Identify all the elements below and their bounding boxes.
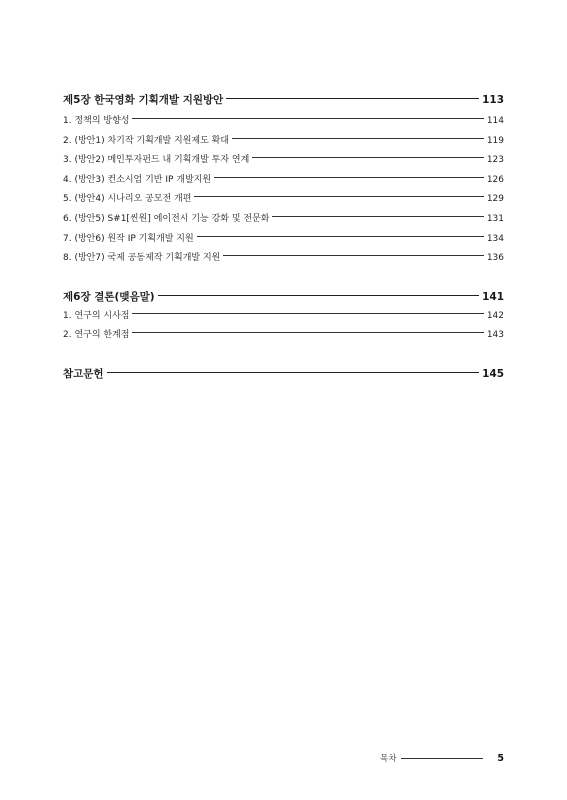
section-title: 7. (방안6) 원작 IP 기획개발 지원 xyxy=(63,233,194,244)
section-page-number: 129 xyxy=(486,194,504,205)
section-title: 2. (방안1) 차기작 기획개발 지원제도 확대 xyxy=(63,135,230,146)
section-page-number: 142 xyxy=(486,310,504,321)
chapter-title: 제6장 결론(맺음말) xyxy=(63,290,155,303)
toc-section[interactable] xyxy=(63,230,504,250)
dot-leader xyxy=(194,196,483,197)
dot-leader xyxy=(232,138,484,139)
dot-leader xyxy=(226,98,479,99)
chapter-page-number: 113 xyxy=(482,94,504,106)
toc-chapter-5[interactable] xyxy=(63,93,504,107)
section-page-number: 114 xyxy=(486,116,504,126)
dot-leader xyxy=(252,157,484,158)
section-title: 1. 연구의 시사점 xyxy=(63,310,130,321)
section-title: 8. (방안7) 국제 공동제작 기획개발 지원 xyxy=(63,253,221,264)
section-title: 2. 연구의 한계점 xyxy=(63,330,130,341)
section-title: 3. (방안2) 메인투자펀드 내 기획개발 투자 연계 xyxy=(63,155,250,166)
dot-leader xyxy=(158,295,480,296)
toc-section[interactable] xyxy=(63,112,504,132)
footer-rule xyxy=(401,758,483,759)
toc-section[interactable] xyxy=(63,132,504,152)
section-page-number: 126 xyxy=(486,174,504,185)
toc-section[interactable] xyxy=(63,249,504,269)
toc-section[interactable] xyxy=(63,151,504,171)
toc-section[interactable] xyxy=(63,307,504,327)
chapter-title: 제5장 한국영화 기획개발 지원방안 xyxy=(63,94,224,106)
section-title: 4. (방안3) 컨소시엄 기반 IP 개발지원 xyxy=(63,174,212,185)
dot-leader xyxy=(132,313,483,314)
section-page-number: 134 xyxy=(486,233,504,244)
toc-section[interactable] xyxy=(63,171,504,191)
chapter-page-number: 141 xyxy=(482,290,504,303)
section-page-number: 136 xyxy=(486,253,504,264)
page-footer xyxy=(380,751,504,765)
toc-section[interactable] xyxy=(63,326,504,346)
dot-leader xyxy=(214,177,484,178)
table-of-contents xyxy=(63,93,504,381)
toc-section[interactable] xyxy=(63,210,504,230)
dot-leader xyxy=(132,332,483,333)
section-page-number: 123 xyxy=(486,155,504,166)
dot-leader xyxy=(132,118,483,119)
toc-chapter-6[interactable] xyxy=(63,290,504,304)
toc-references[interactable] xyxy=(63,367,504,381)
section-title: 5. (방안4) 시나리오 공모전 개편 xyxy=(63,194,192,205)
section-page-number: 131 xyxy=(486,213,504,224)
dot-leader xyxy=(223,255,483,256)
toc-section[interactable] xyxy=(63,190,504,210)
footer-label: 목차 xyxy=(380,754,397,764)
dot-leader xyxy=(272,216,483,217)
section-title: 6. (방안5) S#1[씬원] 에이전시 기능 강화 및 전문화 xyxy=(63,213,270,224)
section-page-number: 119 xyxy=(486,135,504,146)
dot-leader xyxy=(197,236,484,237)
references-title: 참고문헌 xyxy=(63,367,104,380)
section-page-number: 143 xyxy=(486,330,504,341)
section-title: 1. 정책의 방향성 xyxy=(63,116,130,126)
dot-leader xyxy=(107,372,480,373)
page-number: 5 xyxy=(497,752,504,764)
references-page-number: 145 xyxy=(482,367,504,380)
